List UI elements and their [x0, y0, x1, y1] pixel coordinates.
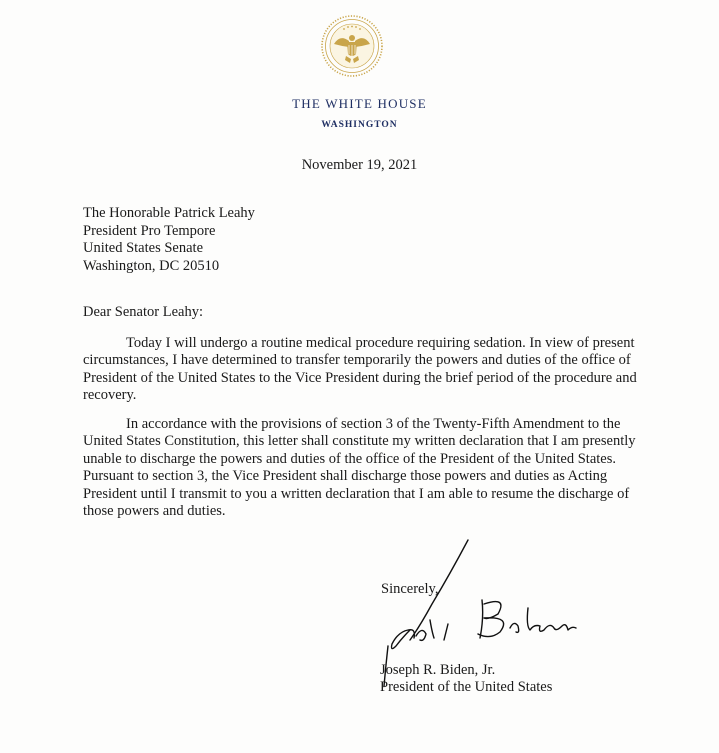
- salutation: Dear Senator Leahy:: [83, 304, 203, 320]
- signer-title: President of the United States: [380, 679, 553, 695]
- letterhead-title: THE WHITE HOUSE: [292, 96, 427, 111]
- closing: Sincerely,: [381, 581, 439, 597]
- body-paragraph: In accordance with the provisions of section 3 of the Twenty-Fifth Amendment to the United States Constitution, this letter shall constitute my written declaration that I am presently unable to discharge the powers and duties of the office of the President of the United States. Pursuant to section 3, the Vice President shall discharge those powers and duties as Acting President until I transmit to you a written declaration that I am able to resume the discharge of those powers and duties.: [83, 416, 636, 520]
- signer-name: Joseph R. Biden, Jr.: [380, 662, 496, 678]
- recipient-line: Washington, DC 20510: [83, 257, 220, 274]
- recipient-line: United States Senate: [83, 240, 204, 256]
- recipient-address: [83, 205, 255, 275]
- presidential-seal-icon: [320, 14, 384, 78]
- letterhead-subtitle: WASHINGTON: [321, 120, 398, 130]
- recipient-line: The Honorable Patrick Leahy: [83, 205, 255, 221]
- letter-date: November 19, 2021: [301, 157, 418, 173]
- body-paragraph: Today I will undergo a routine medical procedure requiring sedation. In view of present circumstances, I have determined to transfer temporarily the powers and duties of the office of President of the United States to the Vice President during the brief period of the procedure and recovery.: [83, 335, 637, 404]
- recipient-line: President Pro Tempore: [83, 222, 216, 239]
